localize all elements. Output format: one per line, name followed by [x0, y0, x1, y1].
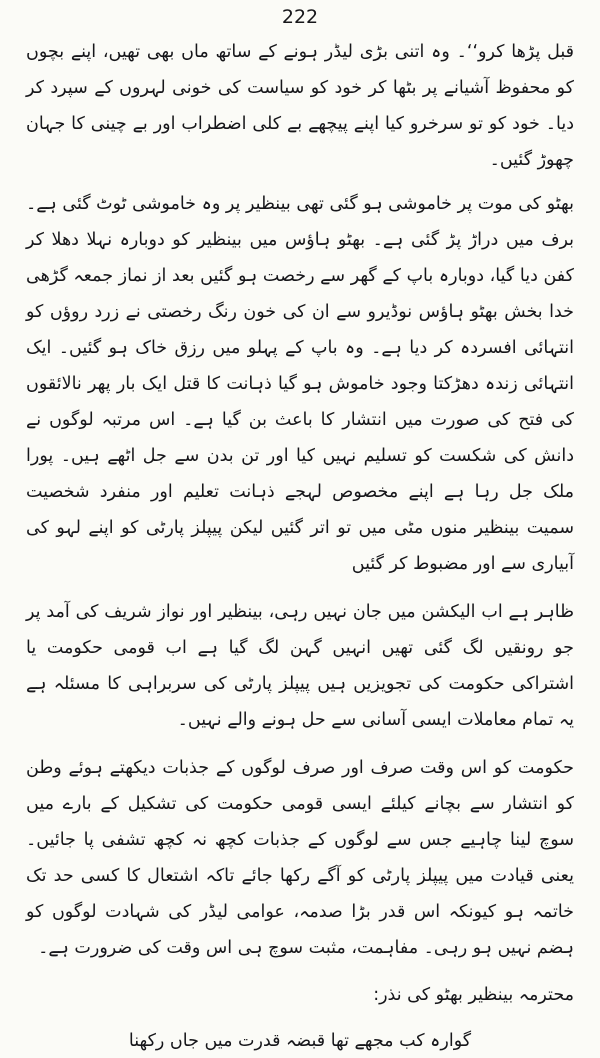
article-body	[26, 34, 574, 1012]
paragraph-2: بھٹو کی موت پر خاموشی ہو گئی تھی بینظیر پر وہ خاموشی ٹوٹ گئی ہے۔ برف میں دراڑ پڑ گئی ہے۔ بھٹو ہاؤس میں بینظیر کو دوبارہ نہلا دھلا کر کفن دیا گیا، دوبارہ باپ کے گھر سے رخصت ہو گئیں بعد از نماز جمعہ گڑھی خدا بخش بھٹو ہاؤس نوڈیرو سے ان کی خون رنگ رخصتی نے زرد روؤں کو انتہائی افسردہ کر دیا ہے۔ وہ باپ کے پہلو میں رزق خاک ہو گئیں۔ ایک انتہائی زندہ دھڑکتا وجود خاموش ہو گیا ذہانت کا قتل ایک بار پھر نالائقوں کی فتح کی صورت میں انتشار کا باعث بن گیا ہے۔ اس مرتبہ لوگوں نے دانش کی شکست کو تسلیم نہیں کیا اور تن بدن سے جل اٹھے ہیں۔ پورا ملک جل رہا ہے اپنے مخصوص لہجے ذہانت تعلیم اور منفرد شخصیت سمیت بینظیر منوں مٹی میں تو اتر گئیں لیکن پیپلز پارٹی کو اپنے لہو کی آبیاری سے اور مضبوط کر گئیں	[26, 194, 574, 574]
dedication-heading: محترمہ بینظیر بھٹو کی نذر:	[373, 985, 574, 1005]
page-number: 222	[281, 6, 319, 28]
paragraph-4: حکومت کو اس وقت صرف اور صرف لوگوں کے جذبات دیکھتے ہوئے وطن کو انتشار سے بچانے کیلئے ایسی قومی حکومت کی تشکیل کے بارے میں سوچ لینا چاہیے جس سے لوگوں کے جذبات کچھ نہ کچھ تشفی پا جائیں۔ یعنی قیادت میں پیپلز پارٹی کو آگے رکھا جائے تاکہ اشتعال کا کسی حد تک خاتمہ ہو کیونکہ اس قدر بڑا صدمہ، عوامی لیڈر کی شہادت لوگوں کو ہضم نہیں ہو رہی۔ مفاہمت، مثبت سوچ ہی اس وقت کی ضرورت ہے۔	[26, 758, 574, 958]
paragraph-3: ظاہر ہے اب الیکشن میں جان نہیں رہی، بینظیر اور نواز شریف کی آمد پر جو رونقیں لگ گئی تھیں انہیں گہن لگ گیا ہے اب قومی حکومت یا اشتراکی حکومت کی تجویزیں ہیں پیپلز پارٹی کی سربراہی کا مسئلہ ہے یہ تمام معاملات ایسی آسانی سے حل ہونے والے نہیں۔	[26, 602, 574, 730]
poem-verse: گوارہ کب مجھے تھا قبضہ قدرت میں جاں رکھنا	[128, 1031, 472, 1051]
paragraph-1: قبل پڑھا کرو‘‘۔ وہ اتنی بڑی لیڈر ہونے کے ساتھ ماں بھی تھیں، اپنے بچوں کو محفوظ آشیانے پر بٹھا کر خود کو سیاست کی خونی لہروں کے سپرد کر دیا۔ خود کو تو سرخرو کیا اپنے پیچھے بے کلی اضطراب اور بے چینی کا جہان چھوڑ گئیں۔	[26, 42, 574, 170]
